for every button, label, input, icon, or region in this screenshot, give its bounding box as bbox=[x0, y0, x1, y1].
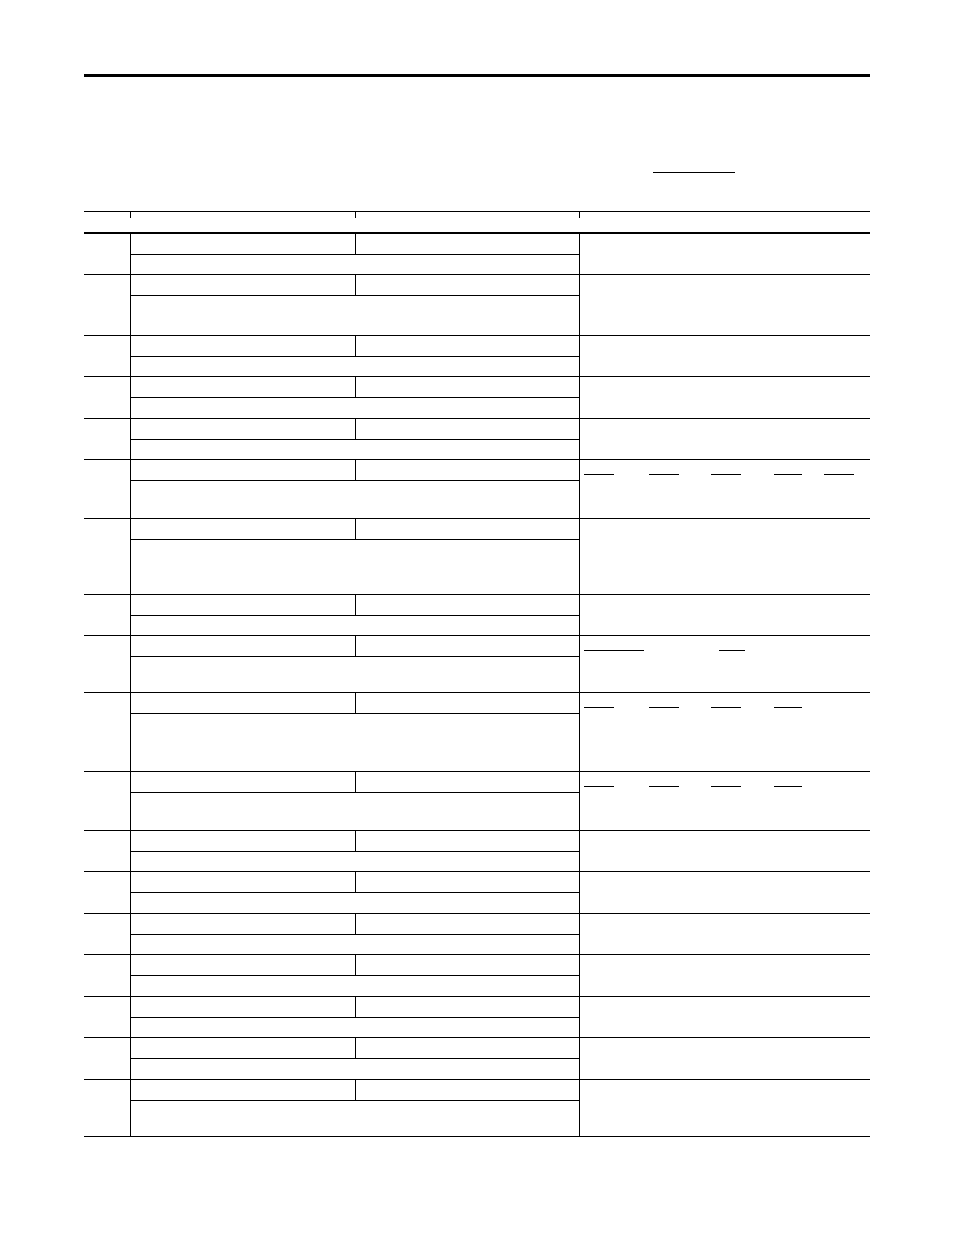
table-row bbox=[84, 275, 870, 336]
reference-link[interactable] bbox=[711, 707, 741, 708]
reference-link[interactable] bbox=[711, 474, 741, 475]
row-name bbox=[130, 1080, 355, 1101]
reference-link[interactable] bbox=[774, 474, 802, 475]
row-notes bbox=[579, 772, 870, 830]
table-row bbox=[84, 377, 870, 419]
row-value bbox=[355, 595, 580, 616]
table-row bbox=[84, 997, 870, 1038]
row-name bbox=[130, 275, 355, 296]
row-notes bbox=[579, 275, 870, 335]
table-row bbox=[84, 595, 870, 636]
header-rule bbox=[84, 74, 870, 77]
row-value bbox=[355, 419, 580, 440]
reference-link[interactable] bbox=[649, 786, 679, 787]
row-number bbox=[84, 693, 131, 771]
row-description bbox=[130, 357, 579, 376]
row-number bbox=[84, 914, 131, 954]
row-description bbox=[130, 398, 579, 418]
table-row bbox=[84, 234, 870, 275]
row-number bbox=[84, 1080, 131, 1136]
row-notes bbox=[579, 831, 870, 871]
row-name bbox=[130, 831, 355, 852]
row-value bbox=[355, 997, 580, 1018]
reference-link[interactable] bbox=[584, 707, 614, 708]
reference-link[interactable] bbox=[649, 474, 679, 475]
row-number bbox=[84, 519, 131, 594]
row-notes bbox=[579, 997, 870, 1037]
reference-link[interactable] bbox=[649, 707, 679, 708]
row-description bbox=[130, 1018, 579, 1037]
row-description bbox=[130, 616, 579, 635]
row-description bbox=[130, 793, 579, 830]
row-value bbox=[355, 636, 580, 657]
row-description bbox=[130, 540, 579, 594]
table-row bbox=[84, 519, 870, 595]
row-notes bbox=[579, 234, 870, 274]
table-row bbox=[84, 460, 870, 519]
row-name bbox=[130, 772, 355, 793]
row-value bbox=[355, 772, 580, 793]
row-description bbox=[130, 296, 579, 335]
table-row bbox=[84, 1080, 870, 1137]
table-header bbox=[84, 211, 870, 234]
reference-link[interactable] bbox=[711, 786, 741, 787]
row-description bbox=[130, 714, 579, 771]
table-row bbox=[84, 914, 870, 955]
row-number bbox=[84, 772, 131, 830]
row-value bbox=[355, 872, 580, 893]
row-notes bbox=[579, 336, 870, 376]
row-description bbox=[130, 976, 579, 996]
row-name bbox=[130, 595, 355, 616]
table-row bbox=[84, 872, 870, 914]
row-notes bbox=[579, 872, 870, 913]
row-name bbox=[130, 234, 355, 255]
table-row bbox=[84, 831, 870, 872]
row-name bbox=[130, 419, 355, 440]
row-description bbox=[130, 440, 579, 459]
row-name bbox=[130, 460, 355, 481]
reference-link[interactable] bbox=[774, 707, 802, 708]
row-name bbox=[130, 636, 355, 657]
reference-link[interactable] bbox=[824, 474, 854, 475]
row-value bbox=[355, 914, 580, 935]
row-description bbox=[130, 1101, 579, 1136]
row-number bbox=[84, 377, 131, 418]
row-name bbox=[130, 519, 355, 540]
row-value bbox=[355, 1080, 580, 1101]
table-row bbox=[84, 336, 870, 377]
row-value bbox=[355, 336, 580, 357]
row-name bbox=[130, 872, 355, 893]
row-number bbox=[84, 1038, 131, 1079]
row-number bbox=[84, 872, 131, 913]
row-number bbox=[84, 636, 131, 692]
row-name bbox=[130, 1038, 355, 1059]
row-number bbox=[84, 831, 131, 871]
table-row bbox=[84, 1038, 870, 1080]
row-name bbox=[130, 955, 355, 976]
table-row bbox=[84, 772, 870, 831]
row-value bbox=[355, 831, 580, 852]
table-row bbox=[84, 955, 870, 997]
row-notes bbox=[579, 1080, 870, 1136]
row-number bbox=[84, 336, 131, 376]
row-description bbox=[130, 1059, 579, 1079]
row-value bbox=[355, 460, 580, 481]
row-number bbox=[84, 275, 131, 335]
row-description bbox=[130, 935, 579, 954]
row-name bbox=[130, 997, 355, 1018]
row-notes bbox=[579, 914, 870, 954]
table-row bbox=[84, 693, 870, 772]
row-name bbox=[130, 336, 355, 357]
row-notes bbox=[579, 955, 870, 996]
row-name bbox=[130, 377, 355, 398]
row-number bbox=[84, 595, 131, 635]
row-value bbox=[355, 377, 580, 398]
reference-link[interactable] bbox=[774, 786, 802, 787]
parameter-table bbox=[84, 211, 870, 1137]
row-value bbox=[355, 519, 580, 540]
cross-reference-link[interactable] bbox=[653, 160, 735, 173]
reference-link[interactable] bbox=[719, 650, 745, 651]
row-number bbox=[84, 419, 131, 459]
row-name bbox=[130, 914, 355, 935]
row-value bbox=[355, 693, 580, 714]
row-description bbox=[130, 852, 579, 871]
row-description bbox=[130, 481, 579, 518]
table-row bbox=[84, 419, 870, 460]
row-number bbox=[84, 234, 131, 274]
row-notes bbox=[579, 1038, 870, 1079]
row-value bbox=[355, 234, 580, 255]
row-description bbox=[130, 893, 579, 913]
table-row bbox=[84, 636, 870, 693]
header-name bbox=[355, 212, 356, 218]
header-value bbox=[579, 212, 580, 218]
row-number bbox=[84, 460, 131, 518]
row-value bbox=[355, 955, 580, 976]
header-number bbox=[130, 212, 131, 218]
reference-link[interactable] bbox=[584, 474, 614, 475]
row-description bbox=[130, 657, 579, 692]
row-notes bbox=[579, 595, 870, 635]
row-notes bbox=[579, 636, 870, 692]
row-notes bbox=[579, 693, 870, 771]
reference-link[interactable] bbox=[584, 650, 644, 651]
row-notes bbox=[579, 519, 870, 594]
reference-link[interactable] bbox=[584, 786, 614, 787]
row-notes bbox=[579, 377, 870, 418]
row-notes bbox=[579, 460, 870, 518]
row-value bbox=[355, 1038, 580, 1059]
row-number bbox=[84, 997, 131, 1037]
row-number bbox=[84, 955, 131, 996]
row-description bbox=[130, 255, 579, 274]
row-name bbox=[130, 693, 355, 714]
row-value bbox=[355, 275, 580, 296]
row-notes bbox=[579, 419, 870, 459]
